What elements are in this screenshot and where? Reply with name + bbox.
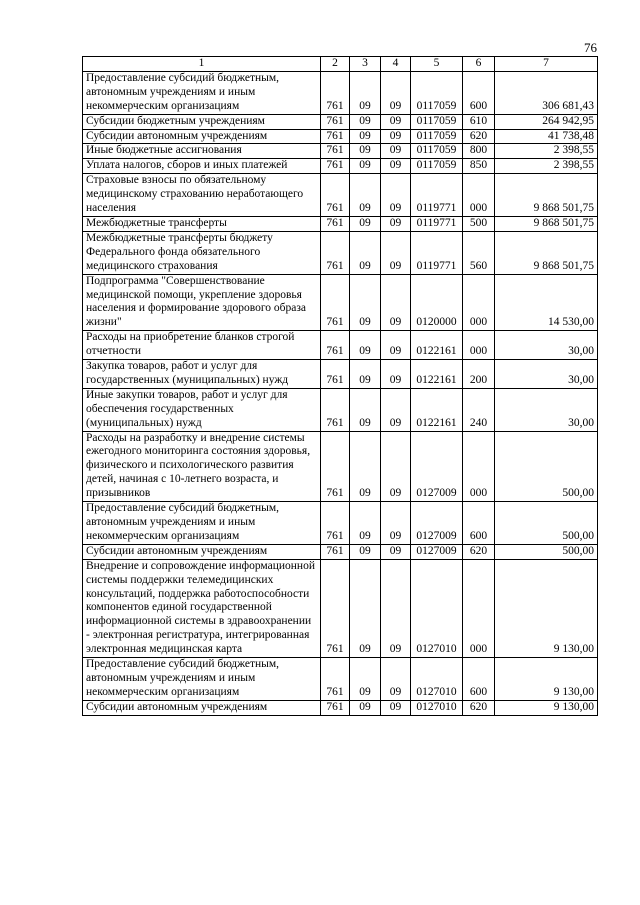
table-row — [83, 658, 598, 701]
row-name-cell: Иные бюджетные ассигнования — [83, 144, 321, 159]
table-row — [83, 360, 598, 389]
subsection-code-cell: 09 — [381, 216, 411, 231]
subsection-code-cell: 09 — [381, 231, 411, 274]
ministry-code-cell: 761 — [321, 431, 350, 502]
target-item-code-cell: 0127009 — [411, 502, 463, 545]
section-code-cell: 09 — [350, 71, 381, 114]
target-item-code-cell: 0119771 — [411, 231, 463, 274]
table-row — [83, 274, 598, 331]
expense-type-code-cell: 200 — [463, 360, 495, 389]
expense-type-code-cell: 000 — [463, 174, 495, 217]
expense-type-code-cell: 240 — [463, 388, 495, 431]
ministry-code-cell: 761 — [321, 144, 350, 159]
section-code-cell: 09 — [350, 388, 381, 431]
subsection-code-cell: 09 — [381, 129, 411, 144]
target-item-code-cell: 0122161 — [411, 360, 463, 389]
section-code-cell: 09 — [350, 502, 381, 545]
ministry-code-cell: 761 — [321, 331, 350, 360]
table-row — [83, 231, 598, 274]
row-name-cell: Расходы на разработку и внедрение системы ежегодного мониторинга состояния здоровья, физического и психологического развития детей, начиная с 10-летнего возраста, и призывников — [83, 431, 321, 502]
budget-table — [82, 56, 598, 716]
column-header: 5 — [411, 57, 463, 72]
section-code-cell: 09 — [350, 231, 381, 274]
row-name-cell: Межбюджетные трансферты — [83, 216, 321, 231]
table-row — [83, 174, 598, 217]
column-header: 4 — [381, 57, 411, 72]
subsection-code-cell: 09 — [381, 559, 411, 657]
ministry-code-cell: 761 — [321, 502, 350, 545]
row-name-cell: Предоставление субсидий бюджетным, автономным учреждениям и иным некоммерческим организациям — [83, 71, 321, 114]
subsection-code-cell: 09 — [381, 388, 411, 431]
section-code-cell: 09 — [350, 658, 381, 701]
section-code-cell: 09 — [350, 360, 381, 389]
section-code-cell: 09 — [350, 544, 381, 559]
target-item-code-cell: 0117059 — [411, 129, 463, 144]
row-name-cell: Субсидии автономным учреждениям — [83, 700, 321, 715]
subsection-code-cell: 09 — [381, 360, 411, 389]
target-item-code-cell: 0117059 — [411, 114, 463, 129]
expense-type-code-cell: 500 — [463, 216, 495, 231]
expense-type-code-cell: 800 — [463, 144, 495, 159]
section-code-cell: 09 — [350, 174, 381, 217]
column-header: 7 — [495, 57, 598, 72]
subsection-code-cell: 09 — [381, 502, 411, 545]
row-name-cell: Субсидии автономным учреждениям — [83, 544, 321, 559]
target-item-code-cell: 0119771 — [411, 216, 463, 231]
amount-cell: 30,00 — [495, 360, 598, 389]
amount-cell: 9 130,00 — [495, 559, 598, 657]
expense-type-code-cell: 000 — [463, 331, 495, 360]
table-row — [83, 559, 598, 657]
ministry-code-cell: 761 — [321, 700, 350, 715]
target-item-code-cell: 0127010 — [411, 700, 463, 715]
column-header: 6 — [463, 57, 495, 72]
section-code-cell: 09 — [350, 159, 381, 174]
amount-cell: 9 868 501,75 — [495, 216, 598, 231]
section-code-cell: 09 — [350, 114, 381, 129]
amount-cell: 30,00 — [495, 331, 598, 360]
row-name-cell: Подпрограмма "Совершенствование медицинской помощи, укрепление здоровья населения и формирование здорового образа жизни" — [83, 274, 321, 331]
subsection-code-cell: 09 — [381, 431, 411, 502]
target-item-code-cell: 0117059 — [411, 159, 463, 174]
expense-type-code-cell: 600 — [463, 502, 495, 545]
section-code-cell: 09 — [350, 559, 381, 657]
ministry-code-cell: 761 — [321, 559, 350, 657]
target-item-code-cell: 0127009 — [411, 431, 463, 502]
target-item-code-cell: 0127010 — [411, 559, 463, 657]
ministry-code-cell: 761 — [321, 544, 350, 559]
ministry-code-cell: 761 — [321, 360, 350, 389]
subsection-code-cell: 09 — [381, 544, 411, 559]
subsection-code-cell: 09 — [381, 274, 411, 331]
amount-cell: 264 942,95 — [495, 114, 598, 129]
expense-type-code-cell: 620 — [463, 129, 495, 144]
table-row — [83, 544, 598, 559]
amount-cell: 2 398,55 — [495, 159, 598, 174]
subsection-code-cell: 09 — [381, 331, 411, 360]
section-code-cell: 09 — [350, 431, 381, 502]
row-name-cell: Предоставление субсидий бюджетным, автономным учреждениям и иным некоммерческим организациям — [83, 502, 321, 545]
ministry-code-cell: 761 — [321, 114, 350, 129]
subsection-code-cell: 09 — [381, 700, 411, 715]
target-item-code-cell: 0122161 — [411, 388, 463, 431]
row-name-cell: Закупка товаров, работ и услуг для государственных (муниципальных) нужд — [83, 360, 321, 389]
row-name-cell: Уплата налогов, сборов и иных платежей — [83, 159, 321, 174]
amount-cell: 41 738,48 — [495, 129, 598, 144]
target-item-code-cell: 0117059 — [411, 144, 463, 159]
row-name-cell: Расходы на приобретение бланков строгой отчетности — [83, 331, 321, 360]
subsection-code-cell: 09 — [381, 114, 411, 129]
ministry-code-cell: 761 — [321, 174, 350, 217]
amount-cell: 9 130,00 — [495, 658, 598, 701]
page-number: 76 — [584, 40, 597, 55]
ministry-code-cell: 761 — [321, 216, 350, 231]
amount-cell: 9 130,00 — [495, 700, 598, 715]
target-item-code-cell: 0120000 — [411, 274, 463, 331]
header-row — [83, 57, 598, 72]
section-code-cell: 09 — [350, 700, 381, 715]
row-name-cell: Субсидии автономным учреждениям — [83, 129, 321, 144]
row-name-cell: Внедрение и сопровождение информационной системы поддержки телемедицинских консультаций, поддержка работоспособности компонентов единой государственной информационной системы в здравоохранении - электронная регистратура, интегрированная электронная медицинская карта — [83, 559, 321, 657]
target-item-code-cell: 0127010 — [411, 658, 463, 701]
expense-type-code-cell: 600 — [463, 658, 495, 701]
amount-cell: 14 530,00 — [495, 274, 598, 331]
table-row — [83, 331, 598, 360]
table-row — [83, 71, 598, 114]
column-header: 2 — [321, 57, 350, 72]
table-row — [83, 114, 598, 129]
expense-type-code-cell: 000 — [463, 559, 495, 657]
expense-type-code-cell: 850 — [463, 159, 495, 174]
target-item-code-cell: 0127009 — [411, 544, 463, 559]
table-row — [83, 129, 598, 144]
amount-cell: 500,00 — [495, 502, 598, 545]
expense-type-code-cell: 620 — [463, 544, 495, 559]
ministry-code-cell: 761 — [321, 274, 350, 331]
amount-cell: 306 681,43 — [495, 71, 598, 114]
table-row — [83, 216, 598, 231]
section-code-cell: 09 — [350, 331, 381, 360]
ministry-code-cell: 761 — [321, 658, 350, 701]
row-name-cell: Субсидии бюджетным учреждениям — [83, 114, 321, 129]
amount-cell: 9 868 501,75 — [495, 231, 598, 274]
amount-cell: 500,00 — [495, 544, 598, 559]
section-code-cell: 09 — [350, 216, 381, 231]
table-row — [83, 159, 598, 174]
table-row — [83, 431, 598, 502]
row-name-cell: Межбюджетные трансферты бюджету Федерального фонда обязательного медицинского страхования — [83, 231, 321, 274]
table-row — [83, 700, 598, 715]
amount-cell: 30,00 — [495, 388, 598, 431]
expense-type-code-cell: 600 — [463, 71, 495, 114]
target-item-code-cell: 0122161 — [411, 331, 463, 360]
subsection-code-cell: 09 — [381, 144, 411, 159]
ministry-code-cell: 761 — [321, 129, 350, 144]
section-code-cell: 09 — [350, 144, 381, 159]
target-item-code-cell: 0117059 — [411, 71, 463, 114]
ministry-code-cell: 761 — [321, 71, 350, 114]
column-header: 1 — [83, 57, 321, 72]
amount-cell: 2 398,55 — [495, 144, 598, 159]
section-code-cell: 09 — [350, 274, 381, 331]
expense-type-code-cell: 560 — [463, 231, 495, 274]
table-row — [83, 144, 598, 159]
amount-cell: 500,00 — [495, 431, 598, 502]
section-code-cell: 09 — [350, 129, 381, 144]
ministry-code-cell: 761 — [321, 388, 350, 431]
amount-cell: 9 868 501,75 — [495, 174, 598, 217]
subsection-code-cell: 09 — [381, 159, 411, 174]
column-header: 3 — [350, 57, 381, 72]
expense-type-code-cell: 610 — [463, 114, 495, 129]
row-name-cell: Предоставление субсидий бюджетным, автономным учреждениям и иным некоммерческим организациям — [83, 658, 321, 701]
subsection-code-cell: 09 — [381, 658, 411, 701]
ministry-code-cell: 761 — [321, 231, 350, 274]
table-row — [83, 388, 598, 431]
row-name-cell: Иные закупки товаров, работ и услуг для обеспечения государственных (муниципальных) нужд — [83, 388, 321, 431]
expense-type-code-cell: 000 — [463, 431, 495, 502]
table-row — [83, 502, 598, 545]
table-body — [83, 71, 598, 715]
target-item-code-cell: 0119771 — [411, 174, 463, 217]
expense-type-code-cell: 000 — [463, 274, 495, 331]
ministry-code-cell: 761 — [321, 159, 350, 174]
expense-type-code-cell: 620 — [463, 700, 495, 715]
subsection-code-cell: 09 — [381, 71, 411, 114]
row-name-cell: Страховые взносы по обязательному медицинскому страхованию неработающего населения — [83, 174, 321, 217]
subsection-code-cell: 09 — [381, 174, 411, 217]
